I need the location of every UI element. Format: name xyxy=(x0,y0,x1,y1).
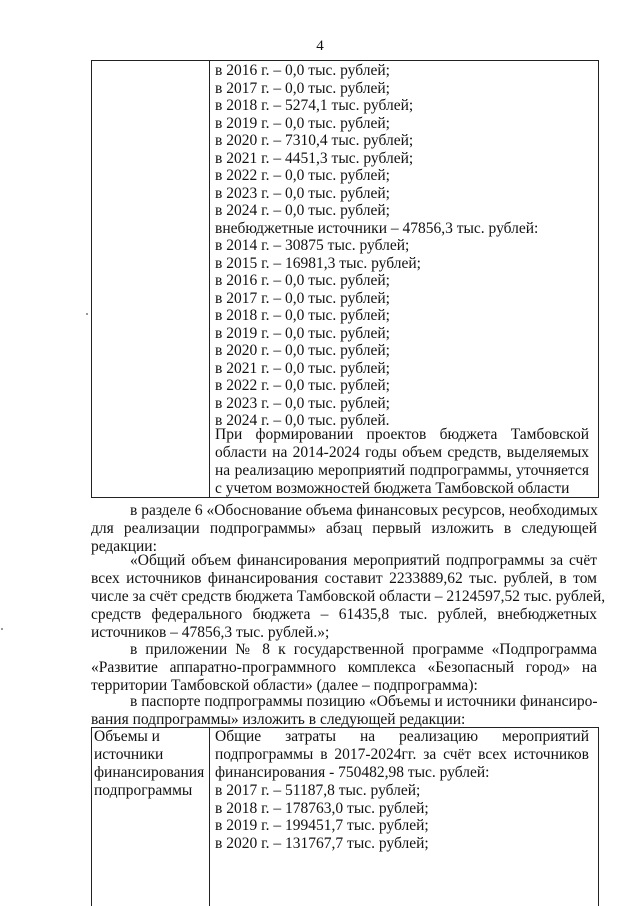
year-amount-line: в 2018 г. – 178763,0 тыс. рублей; xyxy=(215,799,429,817)
text-line: средств федерального бюджета – 61435,8 тыс. рублей, внебюджетных xyxy=(91,606,597,623)
text-line: территории Тамбовской области» (далее – подпрограмма): xyxy=(91,677,478,694)
year-amount-line: в 2023 г. – 0,0 тыс. рублей; xyxy=(215,394,390,412)
text-line: всех источников финансирования составит 2233889,62 тыс. рублей, в том xyxy=(91,570,597,587)
scan-speck xyxy=(1,628,3,630)
year-amount-line: в 2014 г. – 30875 тыс. рублей; xyxy=(215,237,410,254)
paragraph-quote xyxy=(91,552,606,642)
year-amount-line: в 2019 г. – 199451,7 тыс. рублей; xyxy=(215,817,429,834)
year-amount-line: в 2021 г. – 0,0 тыс. рублей; xyxy=(215,359,390,377)
year-amount-line: в 2017 г. – 51187,8 тыс. рублей; xyxy=(215,782,421,799)
table-column-divider xyxy=(209,61,210,497)
table1-closing-note xyxy=(215,426,589,498)
text-line: в паспорте подпрограммы позицию «Объемы и источники финансиро- xyxy=(130,693,598,710)
year-amount-line: внебюджетные источники – 47856,3 тыс. рублей: xyxy=(215,219,539,237)
closing-line: на реализацию мероприятий подпрограммы, уточняется xyxy=(215,462,589,479)
year-amount-line: в 2019 г. – 0,0 тыс. рублей; xyxy=(215,324,390,342)
closing-line: При формировании проектов бюджета Тамбовской xyxy=(215,426,589,443)
year-amount-line: в 2021 г. – 4451,3 тыс. рублей; xyxy=(215,149,414,167)
year-amount-line: в 2016 г. – 0,0 тыс. рублей; xyxy=(215,62,390,79)
year-amount-line: в 2017 г. – 0,0 тыс. рублей; xyxy=(215,79,390,97)
label-line: источники xyxy=(94,746,164,763)
paragraph-section-6 xyxy=(91,502,597,556)
text-line: источников – 47856,3 тыс. рублей.»; xyxy=(91,624,330,641)
paragraph-passport xyxy=(91,693,597,729)
table2-left-label xyxy=(94,728,210,800)
text-line: в приложении № 8 к государственной программе «Подпрограмма xyxy=(130,641,597,658)
year-amount-line: в 2023 г. – 0,0 тыс. рублей; xyxy=(215,184,390,202)
text-line: в разделе 6 «Обоснование объема финансовых ресурсов, необходимых xyxy=(130,502,598,519)
paragraph-appendix-8 xyxy=(91,641,597,695)
year-amount-line: в 2020 г. – 7310,4 тыс. рублей; xyxy=(215,132,414,149)
year-amount-line: в 2015 г. – 16981,3 тыс. рублей; xyxy=(215,254,421,272)
text-line: для реализации подпрограммы» абзац первый изложить в следующей xyxy=(91,520,597,537)
scan-speck xyxy=(86,313,88,315)
year-amount-line: в 2024 г. – 0,0 тыс. рублей. xyxy=(215,412,390,429)
text-line: вания подпрограммы» изложить в следующей редакции: xyxy=(91,711,466,728)
table2-right-intro xyxy=(215,728,589,782)
intro-line: подпрограммы в 2017-2024гг. за счёт всех источников xyxy=(215,746,589,763)
text-line: «Общий объем финансирования мероприятий подпрограммы за счёт xyxy=(130,552,597,569)
page-number: 4 xyxy=(316,38,324,54)
year-amount-line: в 2016 г. – 0,0 тыс. рублей; xyxy=(215,272,390,289)
intro-line: финансирования - 750482,98 тыс. рублей: xyxy=(215,764,490,781)
year-amount-line: в 2024 г. – 0,0 тыс. рублей; xyxy=(215,202,390,219)
text-line: числе за счёт средств бюджета Тамбовской области – 2124597,52 тыс. рублей, xyxy=(91,588,606,605)
year-amount-line: в 2020 г. – 0,0 тыс. рублей; xyxy=(215,342,390,359)
label-line: финансирования xyxy=(94,764,205,781)
intro-line: Общие затраты на реализацию мероприятий xyxy=(215,728,589,745)
year-amount-line: в 2022 г. – 0,0 тыс. рублей; xyxy=(215,167,390,184)
label-line: подпрограммы xyxy=(94,782,193,799)
year-amount-line: в 2020 г. – 131767,7 тыс. рублей; xyxy=(215,834,429,852)
year-amount-line: в 2019 г. – 0,0 тыс. рублей; xyxy=(215,114,390,132)
closing-line: с учетом возможностей бюджета Тамбовской области xyxy=(215,480,570,497)
text-line: «Развитие аппаратно-программного комплекса «Безопасный город» на xyxy=(91,659,597,676)
text-line: редакции: xyxy=(91,538,157,555)
year-amount-line: в 2018 г. – 5274,1 тыс. рублей; xyxy=(215,97,414,114)
year-amount-line: в 2018 г. – 0,0 тыс. рублей; xyxy=(215,307,390,324)
closing-line: области на 2014-2024 годы объем средств, выделяемых xyxy=(215,444,589,461)
year-amount-line: в 2017 г. – 0,0 тыс. рублей; xyxy=(215,289,390,307)
year-amount-line: в 2022 г. – 0,0 тыс. рублей; xyxy=(215,377,390,394)
label-line: Объемы и xyxy=(94,728,160,745)
